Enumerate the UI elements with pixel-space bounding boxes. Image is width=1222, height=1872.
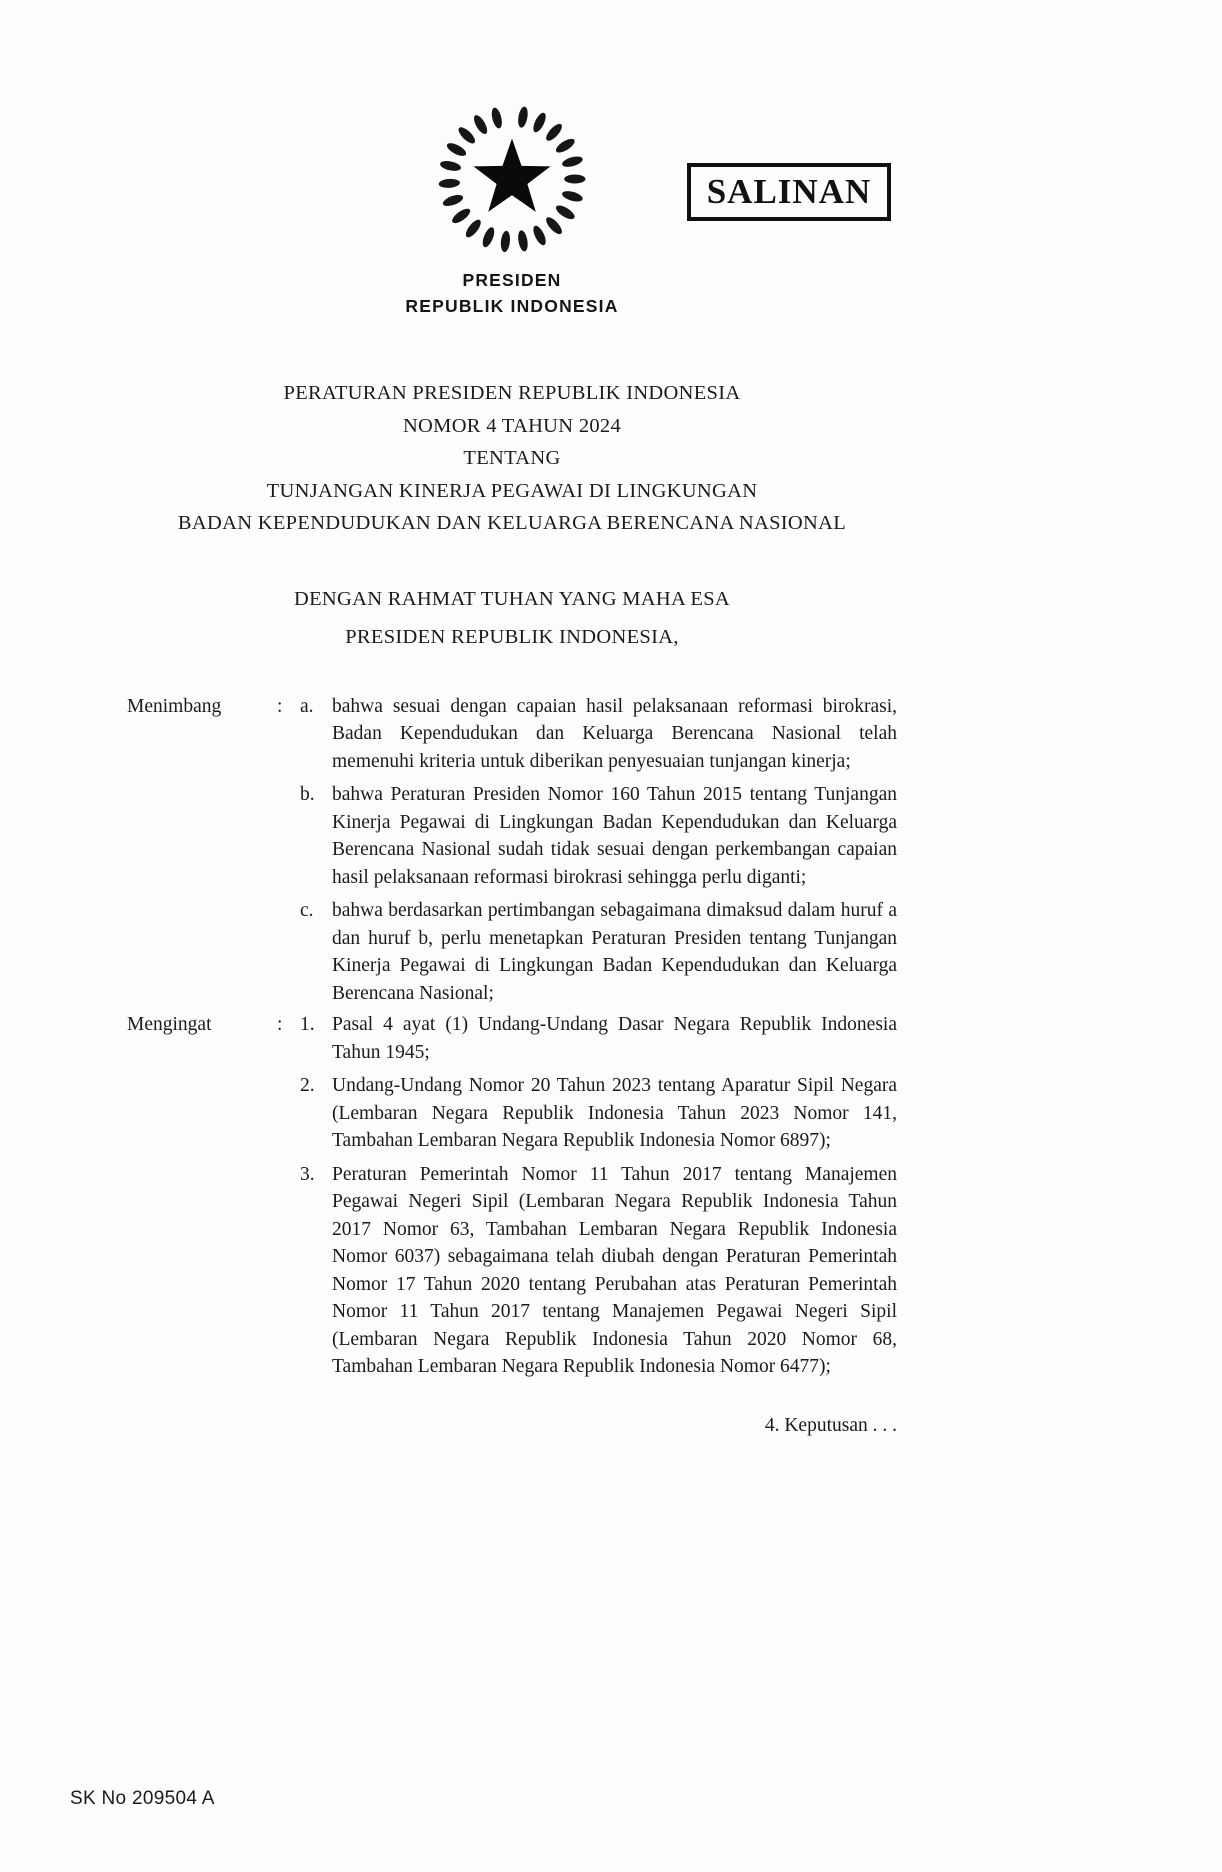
list-item xyxy=(300,1161,897,1381)
grace-clause: DENGAN RAHMAT TUHAN YANG MAHA ESA xyxy=(293,587,731,610)
mengingat-items xyxy=(300,1011,897,1381)
preambulatory-clauses xyxy=(127,693,897,1440)
item-text: Pasal 4 ayat (1) Undang-Undang Dasar Negara Republik Indonesia Tahun 1945; xyxy=(332,1014,897,1063)
salinan-stamp-label: SALINAN xyxy=(706,172,872,211)
item-marker: a. xyxy=(300,695,314,717)
section-label: Mengingat xyxy=(127,1014,212,1035)
letterhead-line-presiden: PRESIDEN xyxy=(462,270,562,290)
section-menimbang xyxy=(127,693,897,1008)
title-line: PERATURAN PRESIDEN REPUBLIK INDONESIA xyxy=(283,382,741,404)
item-marker: c. xyxy=(300,900,314,921)
item-text: bahwa Peraturan Presiden Nomor 160 Tahun 2015 tentang Tunjangan Kinerja Pegawai di Lingkungan Badan Kependudukan dan Keluarga Berencana Nasional sudah tidak sesuai dengan perkembangan capaian hasil pelaksanaan reformasi birokrasi sehingga perlu diganti; xyxy=(332,784,897,888)
item-marker: 3. xyxy=(300,1163,315,1185)
item-marker: 1. xyxy=(300,1014,315,1035)
list-item xyxy=(300,1011,897,1066)
menimbang-items xyxy=(300,693,897,1008)
presidential-star-wreath-emblem xyxy=(436,103,588,255)
list-item xyxy=(300,1072,897,1155)
section-colon: : xyxy=(277,695,283,717)
list-item xyxy=(300,897,897,1007)
letterhead-line-republik-indonesia: REPUBLIK INDONESIA xyxy=(405,296,619,316)
salinan-stamp xyxy=(687,163,891,221)
item-marker: b. xyxy=(300,784,315,805)
item-text: bahwa sesuai dengan capaian hasil pelaksanaan reformasi birokrasi, Badan Kependudukan dan Keluarga Berencana Nasional telah memenuhi kriteria untuk diberikan penyesuaian tunjangan kinerja; xyxy=(332,695,897,772)
title-line: NOMOR 4 TAHUN 2024 xyxy=(402,414,622,437)
list-item xyxy=(300,781,897,891)
section-label: Menimbang xyxy=(127,695,222,717)
page-catchword: 4. Keputusan . . . xyxy=(764,1414,897,1436)
document-title xyxy=(127,377,897,540)
sk-number: SK No 209504 A xyxy=(70,1788,215,1809)
title-line: TUNJANGAN KINERJA PEGAWAI DI LINGKUNGAN xyxy=(266,479,758,502)
title-line: BADAN KEPENDUDUKAN DAN KELUARGA BERENCANA NASIONAL xyxy=(177,512,847,534)
item-text: bahwa berdasarkan pertimbangan sebagaimana dimaksud dalam huruf a dan huruf b, perlu menetapkan Peraturan Presiden tentang Tunjangan Kinerja Pegawai di Lingkungan Badan Kependudukan dan Keluarga Berencana Nasional; xyxy=(332,900,897,1004)
item-marker: 2. xyxy=(300,1075,315,1096)
section-mengingat xyxy=(127,1011,897,1381)
list-item xyxy=(300,693,897,776)
item-text: Peraturan Pemerintah Nomor 11 Tahun 2017 tentang Manajemen Pegawai Negeri Sipil (Lembaran Negara Republik Indonesia Tahun 2017 Nomor 63, Tambahan Lembaran Negara Republik Indonesia Nomor 6037) sebagaimana telah diubah dengan Peraturan Pemerintah Nomor 17 Tahun 2020 tentang Perubahan atas Peraturan Pemerintah Nomor 11 Tahun 2017 tentang Manajemen Pegawai Negeri Sipil (Lembaran Negara Republik Indonesia Tahun 2020 Nomor 68, Tambahan Lembaran Negara Republik Indonesia Nomor 6477); xyxy=(332,1163,897,1377)
title-line: TENTANG xyxy=(463,447,561,469)
authority-line: PRESIDEN REPUBLIK INDONESIA, xyxy=(345,625,679,648)
letterhead xyxy=(127,267,897,319)
item-text: Undang-Undang Nomor 20 Tahun 2023 tentang Aparatur Sipil Negara (Lembaran Negara Republik Indonesia Tahun 2023 Nomor 141, Tambahan Lembaran Negara Republik Indonesia Nomor 6897); xyxy=(332,1075,897,1151)
star-icon xyxy=(473,138,550,211)
section-colon: : xyxy=(277,1014,283,1035)
